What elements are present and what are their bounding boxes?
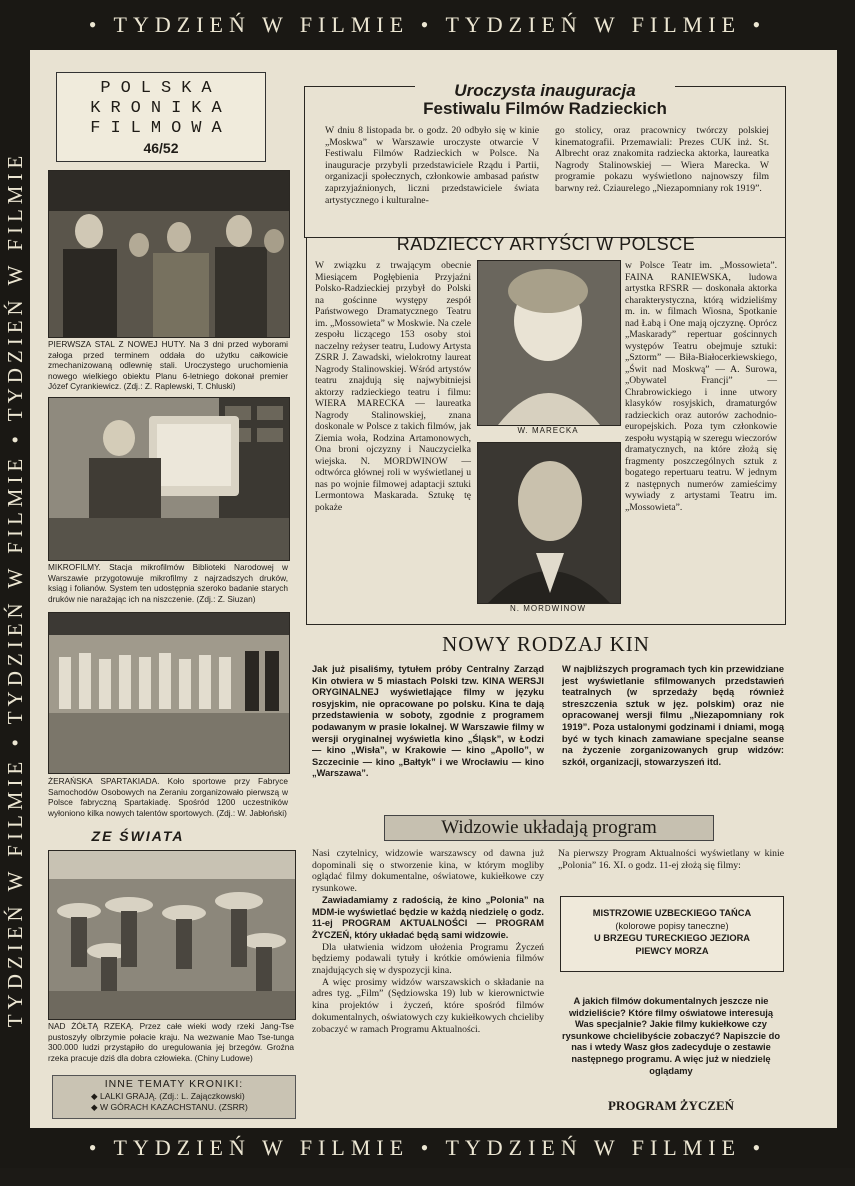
right-band [837, 50, 855, 1128]
program-zyczen-sign: PROGRAM ŻYCZEŃ [607, 1098, 735, 1113]
header-band: • TYDZIEŃ W FILMIE • TYDZIEŃ W FILMIE • [0, 0, 855, 50]
photo-mordwinow-image [478, 443, 620, 603]
widzowie-p3: Dla ułatwienia widzom ułożenia Programu Życzeń będziemy podawali tytuły i krótkie omówienia filmów znajdujących się w dyspozycji kina. [312, 941, 544, 977]
program-item-1-note: (kolorowe popisy taneczne) [615, 920, 729, 931]
nowy-col-1: Jak już pisaliśmy, tytułem próby Centralny Zarząd Kin otwiera w 5 miastach Polski tzw. KINA WERSJI ORYGINALNEJ wyświetlające filmy w języku rosyjskim, nie opracowane po polsku. Kina te dają przedstawienia w soboty, zgodnie z programem podawanym w prasie lokalnej. W Warszawie filmy w wersji oryginalnej wyświetla kino „Śląsk”, w Łodzi — kino „Wisła”, w Krakowie — kino „Apollo”, w Szczecinie — kino „Bałtyk” i we Wrocławiu — kino „Warszawa”. [312, 664, 544, 779]
caption-yellow-river: NAD ŻÓŁTĄ RZEKĄ. Przez całe wieki wody rzeki Jang-Tse pustoszyły olbrzymie połacie kraju. Na wezwanie Mao Tse-tunga 300.000 ludzi przystąpiło do uregulowania jej brzegów. Groźna rzeka pracuje dziś dla dobra człowieka. (Chiny Ludowe) [48, 1021, 294, 1063]
caption-spartakiada: ŻERAŃSKA SPARTAKIADA. Koło sportowe przy Fabryce Samochodów Osobowych na Żeraniu zorganizowało pierwszą w Polsce fabryczną Spartakiadę. Spośród 1200 uczestników wyłoniono kilka nowych talentów sportowych. (Zdj.: W. Jabłoński) [48, 776, 288, 818]
kronika-number: 46/52 [143, 140, 179, 156]
inne-tematy-title: INNE TEMATY KRONIKI: [104, 1078, 244, 1090]
program-item-2: U BRZEGU TURECKIEGO JEZIORA [594, 933, 750, 943]
caption-microfilms: MIKROFILMY. Stacja mikrofilmów Biblioteki Narodowej w Warszawie przygotowuje mikrofilmy z najrzadszych druków, ksiąg i folianów. System ten udostępnia szeroko badanie starych druków nie narażając ich na niszczenie. (Zdj.: Z. Siuzan) [48, 562, 288, 604]
radzieccy-title: RADZIECCY ARTYŚCI W POLSCE [396, 234, 696, 254]
ze-swiata-heading: ZE ŚWIATA [91, 828, 185, 844]
caption-steel-works: PIERWSZA STAL Z NOWEJ HUTY. Na 3 dni przed wyborami załoga przed terminem oddała do użytku całkowicie zmechanizowaną odlewnię stali. Uroczystego uruchomienia nowego wielkiego obiektu Planu 6-letniego dokonał premier Józef Cyrankiewicz. (Zdj.: Z. Raplewski, T. Chluski) [48, 339, 288, 392]
side-band [0, 50, 30, 1128]
widzowie-p1: Nasi czytelnicy, widzowie warszawscy od dawna już dopominali się o stworzenie kina, w którym mogliby oglądać filmy dokumentalne, oświatowe, kukiełkowe czy rysunkowe. [312, 848, 544, 895]
side-band-text: TYDZIEŃ W FILMIE • TYDZIEŃ W FILMIE • TYDZIEŃ W FILMIE [3, 150, 27, 1028]
widzowie-p2: Zawiadamiamy z radością, że kino „Polonia” na MDM-ie wyświetlać będzie w każdą niedzielę o godz. 11-ej PROGRAM AKTUALNOŚCI — PROGRAM ŻYCZEŃ, który układać będą sami widzowie. [312, 894, 544, 940]
photo-marecka [477, 260, 621, 426]
radzieccy-col-3: w Polsce Teatr im. „Mossowieta”. FAINA RANIEWSKA, ludowa artystka RFSRR — doskonała aktorka charakterystyczna, którą widzieliśmy m. in. w filmach Wiosna, Spotkanie nad Łabą i One mają ojczyznę. Oprócz „Maskarady” repertuar gościnnych występów Teatru obejmuje sztuki: „Sztorm” — Biła-Białocerkiewskiego, „Świt nad Moskwą” — A. Surowa, „Obywatel Francji” — Chrabrowickiego i inne utwory klasyków rosyjskich, dramaturgów radzieckich oraz autorów zachodnio-europejskich. Poza tym członkowie zespołu wystąpią w szeregu wieczorów dramatycznych, na które złożą się fragmenty poszczególnych sztuk z bogatego repertuaru teatru. W jednym z następnych numerów zamieścimy wywiady z artystami Teatru im. „Mossowieta”. [625, 260, 777, 513]
photo-mordwinow-caption: N. MORDWINOW [510, 604, 586, 613]
photo-yellow-river-image [49, 851, 295, 1019]
festiwal-box [304, 81, 786, 238]
widzowie-col-1 [312, 848, 544, 1035]
kronika-logo [56, 72, 266, 162]
radzieccy-col-1: W związku z trwającym obecnie Miesiącem Pogłębienia Przyjaźni Polsko-Radzieckiej przybył do Polski na gościnne występy zespół Państwowego Dramatycznego Teatru im. „Mossowieta” w Moskwie. Na czele zespołu liczącego 153 osoby stoi naczelny reżyser teatru, Ludowy Artysta ZSRR J. Zawadski, wielokrotny laureat Nagrody Stalinowskiej. Wśród artystów teatru znajdują się najwybitniejsi aktorzy radzieckiego teatru i filmu: WIERA MARECKA — laureatka Nagrody Stalinowskiej, znana doskonale w Polsce z takich filmów, jak Ziemia woła, Rodzina Artamonowych, Ona broni ojczyzny i Nauczycielka wiejska. N. MORDWINOW — odtwórca głównej roli w wyświetlanej u nas po wojnie filmowej adaptacji sztuki Lermontowa Maskarada. Sztukę tę pokaże [315, 260, 471, 513]
kronika-line-1: POLSKA [100, 79, 222, 98]
photo-microfilms-image [49, 398, 289, 560]
photo-spartakiada [48, 612, 290, 774]
photo-mordwinow [477, 442, 621, 604]
radzieccy-box [306, 234, 786, 625]
program-item-3: PIEWCY MORZA [635, 945, 709, 956]
kronika-line-2: KRONIKA [90, 99, 232, 118]
photo-spartakiada-image [49, 613, 289, 773]
photo-marecka-caption: W. MARECKA [517, 426, 579, 435]
festiwal-title-2: Festiwalu Filmów Radzieckich [423, 99, 667, 118]
photo-steel-works-image [49, 171, 289, 337]
widzowie-col-2: Na pierwszy Program Aktualności wyświetlany w kinie „Polonia” 16. XI. o godz. 11-ej złożą się filmy: [558, 848, 784, 871]
widzowie-p4: A więc prosimy widzów warszawskich o składanie na adres tyg. „Film” (Sędziowska 19) lub w kierownictwie kina projektów i życzeń, które spośród filmów dokumentalnych, oświatowych czy kukiełkowych chcieliby zobaczyć w ramach Programu Aktualności. [312, 976, 544, 1035]
widzowie-title-bar [384, 815, 714, 841]
festiwal-col-1: W dniu 8 listopada br. o godz. 20 odbyło się w kinie „Moskwa” w Warszawie uroczyste otwarcie V Festiwalu Filmów Radzieckich w Polsce. Na inauguracje przybyli przedstawiciele Rządu i Partii, organizacji społecznych, członkowie ambasad państw zaprzyjaźnionych, liczni przedstawiciele świata artystycznego i kulturalne- [325, 125, 539, 206]
festiwal-title-1: Uroczysta inauguracja [415, 81, 675, 101]
photo-yellow-river [48, 850, 296, 1020]
widzowie-title: Widzowie układają program [441, 817, 657, 838]
nowy-col-2: W najbliższych programach tych kin przewidziane jest wyświetlanie sfilmowanych przedstawień teatralnych (w sprzedaży będą również streszczenia sztuk w jęz. polskim) oraz nie opracowanej wersji filmu „Niezapomniany rok 1919”. Poza ustalonymi godzinami i dniami, mogą być w tych kinach zamawiane specjalne seanse na życzenie zorganizowanych grup widzów: szkół, organizacji, stowarzyszeń itd. [562, 664, 784, 767]
inne-tematy-box [52, 1075, 296, 1119]
footer-band: • TYDZIEŃ W FILMIE • TYDZIEŃ W FILMIE • [0, 1128, 855, 1168]
inne-item-1: ◆ LALKI GRAJĄ. (Zdj.: L. Zajączkowski) [91, 1091, 245, 1101]
program-box [560, 896, 784, 972]
festiwal-col-2: go stolicy, oraz pracownicy twórczy polskiej kinematografii. Przemawiali: Prezes CUK inż. St. Albrecht oraz znakomita radziecka aktorka, laureatka Nagrody Stalinowskiej — Wiera Marecka. W programie pokazu wyświetlono najnowszy film barwny reż. Cziaurelego „Niezapomniany rok 1919”. [555, 125, 769, 194]
widzowie-col-2b: A jakich filmów dokumentalnych jeszcze nie widzieliście? Które filmy oświatowe interesują Was specjalnie? Jakie filmy kukiełkowe czy rysunkowe chcielibyście zobaczyć? Napiszcie do nas i wtedy Wasz głos zadecyduje o zestawie następnego programu. A więc już w niedzielę oglądamy [561, 996, 781, 1076]
photo-microfilms [48, 397, 290, 561]
nowy-title: NOWY RODZAJ KIN [442, 632, 650, 656]
inne-item-2: ◆ W GÓRACH KAZACHSTANU. (ZSRR) [91, 1102, 248, 1112]
kronika-line-3: FILMOWA [90, 119, 232, 138]
photo-steel-works [48, 170, 290, 338]
photo-marecka-image [478, 261, 620, 425]
program-item-1: MISTRZOWIE UZBECKIEGO TAŃCA [592, 908, 752, 918]
